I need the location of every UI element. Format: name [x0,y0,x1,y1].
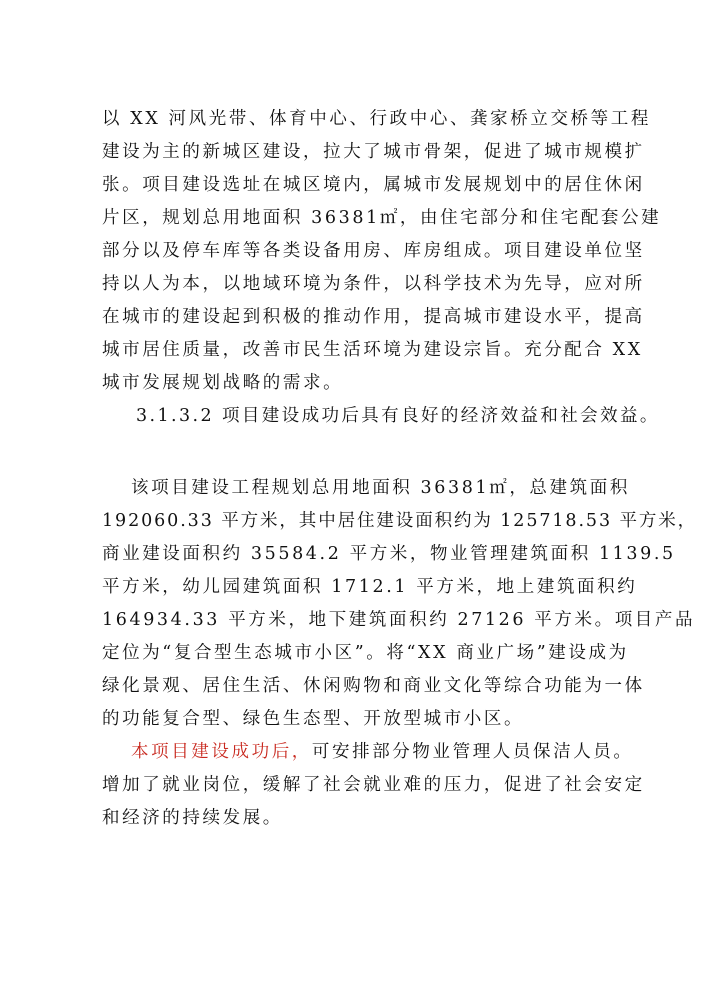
paragraph1-line-2: 建设为主的新城区建设，拉大了城市骨架，促进了城市规模扩 [102,142,645,162]
paragraph1-line-4: 片区，规划总用地面积 36381㎡，由住宅部分和住宅配套公建 [102,208,662,228]
paragraph3-line-1 [131,740,634,764]
paragraph2-line-6: 定位为“复合型生态城市小区”。将“XX 商业广场”建设成为 [102,643,629,663]
paragraph1-line-6: 持以人为本，以地域环境为条件，以科学技术为先导，应对所 [102,274,645,294]
paragraph2-line-7: 绿化景观、居住生活、休闲购物和商业文化等综合功能为一体 [102,676,645,696]
section-heading: 3.1.3.2 项目建设成功后具有良好的经济效益和社会效益。 [136,406,660,426]
paragraph1-line-5: 部分以及停车库等各类设备用房、库房组成。项目建设单位坚 [102,241,645,261]
paragraph3-line-2: 增加了就业岗位，缓解了社会就业难的压力，促进了社会安定 [102,775,645,795]
paragraph2-line-5: 164934.33 平方米，地下建筑面积约 27126 平方米。项目产品 [102,610,696,630]
paragraph2-line-2: 192060.33 平方米，其中居住建设面积约为 125718.53 平方米， [102,511,698,531]
highlighted-text: 本项目建设成功后， [131,742,312,762]
paragraph1-line-1: 以 XX 河风光带、体育中心、行政中心、龚家桥立交桥等工程 [102,109,651,129]
paragraph3-line-1-rest: 可安排部分物业管理人员保洁人员。 [311,742,634,762]
paragraph1-line-8: 城市居住质量，改善市民生活环境为建设宗旨。充分配合 XX [102,340,643,360]
paragraph2-line-3: 商业建设面积约 35584.2 平方米，物业管理建筑面积 1139.5 [102,544,676,564]
paragraph1-line-7: 在城市的建设起到积极的推动作用，提高城市建设水平，提高 [102,307,645,327]
paragraph2-line-8: 的功能复合型、绿色生态型、开放型城市小区。 [102,709,525,729]
paragraph3-line-3: 和经济的持续发展。 [102,808,283,828]
paragraph2-line-4: 平方米，幼儿园建筑面积 1712.1 平方米，地上建筑面积约 [102,577,638,597]
paragraph1-line-3: 张。项目建设选址在城区境内，属城市发展规划中的居住休闲 [102,175,645,195]
paragraph2-line-1: 该项目建设工程规划总用地面积 36381㎡，总建筑面积 [131,478,630,498]
paragraph1-line-9: 城市发展规划战略的需求。 [102,373,344,393]
